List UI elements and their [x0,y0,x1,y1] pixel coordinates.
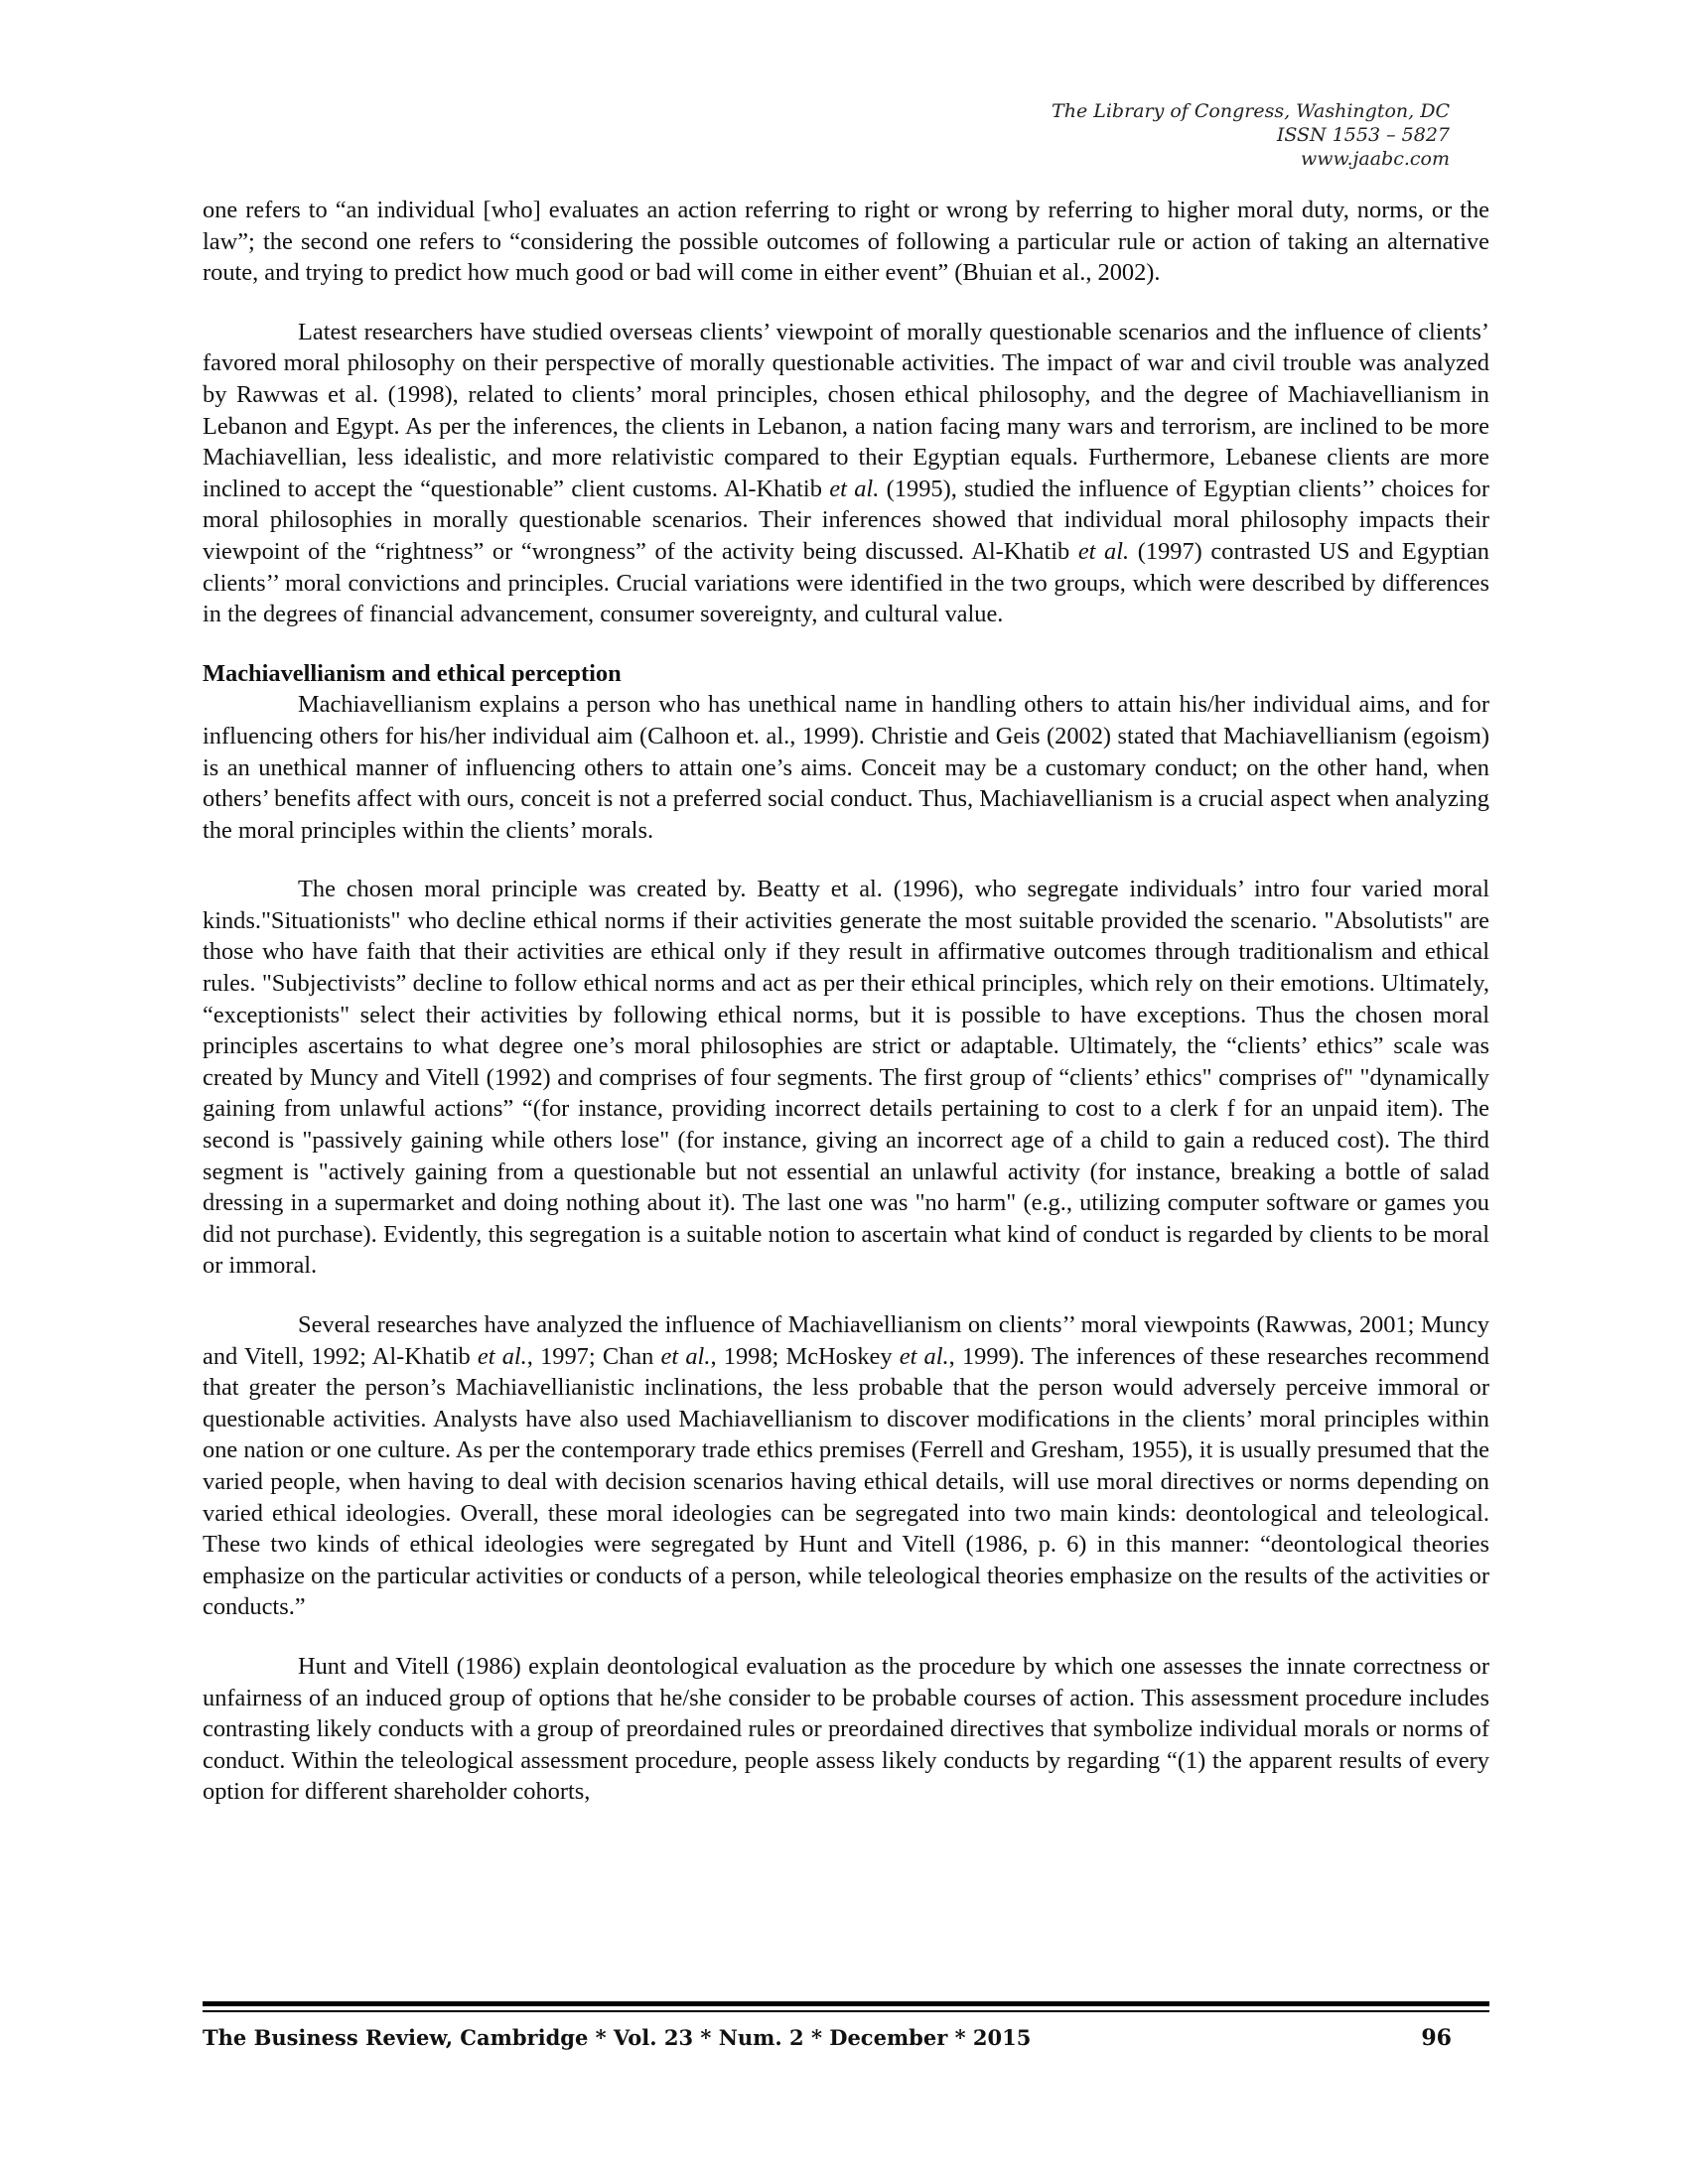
footer-journal-info: The Business Review, Cambridge * Vol. 23 * Num. 2 * December * 2015 [203,2025,1032,2050]
paragraph-4: The chosen moral principle was created by. Beatty et al. (1996), who segregate individuals’ intro four varied moral kinds."Situationists" who decline ethical norms if their activities generate the most suitable provided the scenario. "Absolutists" are those who have faith that their activities are ethical only if they result in affirmative outcomes through traditionalism and ethical rules. "Subjectivists” decline to follow ethical norms and act as per their ethical principles, which rely on their emotions. Ultimately, “exceptionists" select their activities by following ethical norms, but it is possible to have exceptions. Thus the chosen moral principles ascertains to what degree one’s moral philosophies are strict or adaptable. Ultimately, the “clients’ ethics” scale was created by Muncy and Vitell (1992) and comprises of four segments. The first group of “clients’ ethics" comprises of" "dynamically gaining from unlawful actions” “(for instance, providing incorrect details pertaining to cost to a clerk f for an unpaid item). The second is "passively gaining while others lose" (for instance, giving an incorrect age of a child to gain a reduced cost). The third segment is "actively gaining from a questionable but not essential an unlawful activity (for instance, breaking a bottle of salad dressing in a supermarket and doing nothing about it). The last one was "no harm" (e.g., utilizing computer software or games you did not purchase). Evidently, this segregation is a suitable notion to ascertain what kind of conduct is regarded by clients to be moral or immoral. [203,876,1489,1280]
running-header [1052,99,1450,171]
et-al-italic: et al. [477,1342,527,1370]
et-al-italic: et al. [1077,537,1130,565]
page-number: 96 [1421,2025,1452,2051]
text-span: (1997) contrasted US and Egyptian clients’’ moral convictions and principles. Crucial variations were identified in the two groups, which were described by differences in the degrees of financial advancement, consumer sovereignty, and cultural value. [203,537,1489,628]
text-span: Several researches have analyzed the influence of Machiavellianism on clients’’ moral viewpoints (Rawwas, 2001; Muncy and Vitell, 1992; Al-Khatib [203,1311,1489,1370]
et-al-italic: et al. [829,475,880,502]
paragraph-6: Hunt and Vitell (1986) explain deontological evaluation as the procedure by which one assesses the innate correctness or unfairness of an induced group of options that he/she consider to be probable courses of action. This assessment procedure includes contrasting likely conducts with a group of preordained rules or preordained directives that symbolize individual morals or norms of conduct. Within the teleological assessment procedure, people assess likely conducts by regarding “(1) the apparent results of every option for different shareholder cohorts, [203,1652,1489,1806]
footer-rule-thin [203,2010,1489,2012]
paragraph-5 [203,1309,1489,1623]
text-span: , 1997; Chan [526,1342,661,1370]
text-span: , 1998; McHoskey [710,1342,900,1370]
paragraph-1: one refers to “an individual [who] evaluates an action referring to right or wrong by referring to higher moral duty, norms, or the law”; the second one refers to “considering the possible outcomes of following a particular rule or action of taking an alternative route, and trying to predict how much good or bad will come in either event” (Bhuian et al., 2002). [203,197,1489,287]
section-heading: Machiavellianism and ethical perception [203,659,622,687]
text-span: Latest researchers have studied overseas clients’ viewpoint of morally questionable scenarios and the influence of clients’ favored moral philosophy on their perspective of morally questionable activities. The impact of war and civil trouble was analyzed by Rawwas et al. (1998), related to clients’ moral principles, chosen ethical philosophy, and the degree of Machiavellianism in Lebanon and Egypt. As per the inferences, the clients in Lebanon, a nation facing many wars and terrorism, are inclined to be more Machiavellian, less idealistic, and more relativistic compared to their Egyptian equals. Furthermore, Lebanese clients are more inclined to accept the “questionable” client customs. Al-Khatib [203,318,1489,502]
text-span: , 1999). The inferences of these researches recommend that greater the person’s Machiavellianistic inclinations, the less probable that the person would adversely perceive immoral or questionable activities. Analysts have also used Machiavellianism to discover modifications in the clients’ moral principles within one nation or one culture. As per the contemporary trade ethics premises (Ferrell and Gresham, 1955), it is usually presumed that the varied people, when having to deal with decision scenarios having ethical details, will use moral directives or norms depending on varied ethical ideologies. Overall, these moral ideologies can be segregated into two main kinds: deontological and teleological. These two kinds of ethical ideologies were segregated by Hunt and Vitell (1986, p. 6) in this manner: “deontological theories emphasize on the particular activities or conducts of a person, while teleological theories emphasize on the results of the activities or conducts.” [203,1342,1489,1621]
header-website: www.jaabc.com [1300,148,1450,170]
header-issn: ISSN 1553 – 5827 [1276,124,1450,146]
et-al-italic: et al. [660,1342,711,1370]
paragraph-2 [203,317,1489,630]
article-body [203,195,1489,1836]
header-library: The Library of Congress, Washington, DC [1052,100,1450,122]
text-span: (1995), studied the influence of Egyptian clients’’ choices for moral philosophies in morally questionable scenarios. Their inferences showed that individual moral philosophy impacts their viewpoint of the “rightness” or “wrongness” of the activity being discussed. Al-Khatib [203,475,1489,565]
et-al-italic: et al. [899,1342,949,1370]
paragraph-3: Machiavellianism explains a person who has unethical name in handling others to attain his/her individual aims, and for influencing others for his/her individual aim (Calhoon et. al., 1999). Christie and Geis (2002) stated that Machiavellianism (egoism) is an unethical manner of influencing others to attain one’s aims. Conceit may be a customary conduct; on the other hand, when others’ benefits affect with ours, conceit is not a preferred social conduct. Thus, Machiavellianism is a crucial aspect when analyzing the moral principles within the clients’ morals. [203,691,1489,844]
footer-rule-thick [203,2001,1489,2006]
